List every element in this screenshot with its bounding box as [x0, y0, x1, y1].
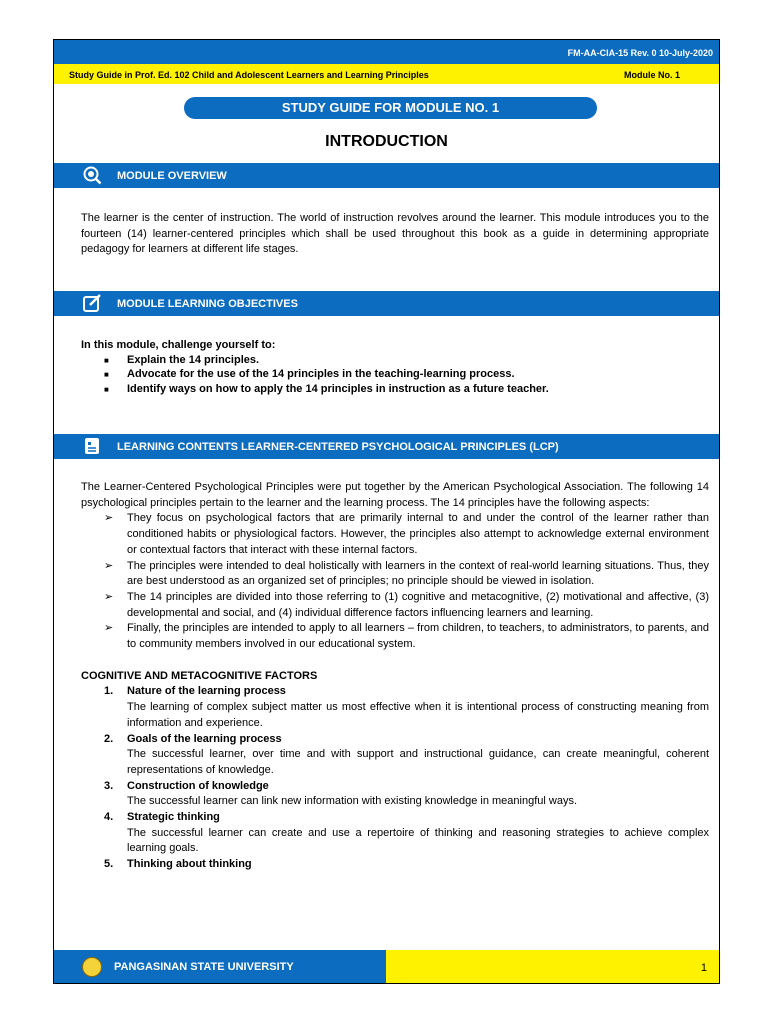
university-name: PANGASINAN STATE UNIVERSITY	[114, 961, 294, 973]
objectives-heading: MODULE LEARNING OBJECTIVES	[117, 298, 298, 310]
guide-title-bar	[54, 64, 719, 84]
square-bullet-icon: ■	[104, 355, 109, 365]
list-item: ➢ The principles were intended to deal holistically with learners in the context of real-world learning situations. Thus, they are best understood as an organized set of principles; no principle should be viewed in isolation.	[104, 559, 709, 588]
list-item: 4. Strategic thinking The successful learner can create and use a repertoire of thinking and reasoning strategies to achieve complex learning goals.	[104, 811, 709, 855]
list-item: ■ Advocate for the use of the 14 principles in the teaching-learning process.	[81, 367, 709, 382]
magnifier-icon	[82, 165, 102, 185]
square-bullet-icon: ■	[104, 370, 109, 379]
contents-header	[54, 434, 719, 459]
guide-title: Study Guide in Prof. Ed. 102 Child and Adolescent Learners and Learning Principles	[69, 70, 429, 80]
form-code: FM-AA-CIA-15 Rev. 0 10-July-2020	[567, 48, 713, 58]
pencil-square-icon	[82, 293, 102, 313]
overview-header	[54, 163, 719, 188]
objectives-header	[54, 291, 719, 316]
footer-page-bar	[386, 950, 719, 983]
page-footer	[54, 950, 719, 983]
document-icon	[82, 436, 102, 456]
list-item: ➢ Finally, the principles are intended to apply to all learners – from children, to teachers, to administrators, to parents, and to community members involved in our educational system.	[104, 622, 709, 651]
overview-text: The learner is the center of instruction. The world of instruction revolves around the learner. This module introduces you to the fourteen (14) learner-centered principles which shall be used throughout this book as a guide in determining appropriate pedagogy for learners at different life stages.	[81, 212, 709, 256]
square-bullet-icon: ■	[104, 384, 109, 394]
form-code-bar	[54, 40, 719, 64]
contents-body	[81, 480, 709, 873]
arrow-bullet-icon: ➢	[104, 559, 114, 572]
list-item: 2. Goals of the learning process The successful learner, over time and with support and instructional guidance, can create meaningful, coherent representations of knowledge.	[104, 732, 709, 776]
list-item: 3. Construction of knowledge The successful learner can link new information with existing knowledge in meaningful ways.	[104, 779, 578, 808]
page-title: INTRODUCTION	[325, 133, 448, 150]
arrow-bullet-icon: ➢	[104, 590, 114, 603]
objectives-intro: In this module, challenge yourself to:	[81, 339, 276, 351]
list-item: 1. Nature of the learning process The learning of complex subject matter us most effective when it is intentional process of constructing meaning from information and experience.	[104, 685, 709, 729]
list-item: ■ Explain the 14 principles.	[81, 353, 709, 368]
module-banner: STUDY GUIDE FOR MODULE NO. 1	[184, 97, 597, 119]
module-number: Module No. 1	[624, 70, 680, 80]
footer-university-bar	[54, 950, 386, 983]
objectives-block	[81, 338, 709, 396]
factors-heading: COGNITIVE AND METACOGNITIVE FACTORS	[81, 669, 318, 682]
contents-intro: The Learner-Centered Psychological Principles were put together by the American Psychological Association. The following 14 psychological principles pertain to the learner and the learning process. The 14 principles have the following aspects:	[81, 481, 709, 509]
list-item: ➢ They focus on psychological factors that are primarily internal to and under the control of the learner rather than conditioned habits or physiological factors. However, the principles also attempt to acknowledge external environment or contextual factors that interact with these internal factors.	[104, 512, 709, 556]
objectives-list	[81, 353, 709, 397]
page-number: 1	[700, 962, 707, 974]
contents-heading: LEARNING CONTENTS LEARNER-CENTERED PSYCHOLOGICAL PRINCIPLES (LCP)	[117, 441, 559, 453]
overview-heading: MODULE OVERVIEW	[117, 170, 227, 182]
page-frame	[53, 39, 720, 984]
university-seal-icon	[82, 957, 102, 977]
list-item: ➢ The 14 principles are divided into those referring to (1) cognitive and metacognitive, (2) motivational and affective, (3) developmental and social, and (4) individual difference factors influencing learners and learning.	[104, 590, 709, 619]
aspects-list	[81, 511, 709, 652]
list-item: ■ Identify ways on how to apply the 14 principles in instruction as a future teacher.	[81, 382, 709, 397]
arrow-bullet-icon: ➢	[104, 512, 114, 525]
arrow-bullet-icon: ➢	[104, 622, 114, 635]
list-item: 5. Thinking about thinking	[104, 858, 252, 871]
factors-list	[81, 684, 709, 872]
